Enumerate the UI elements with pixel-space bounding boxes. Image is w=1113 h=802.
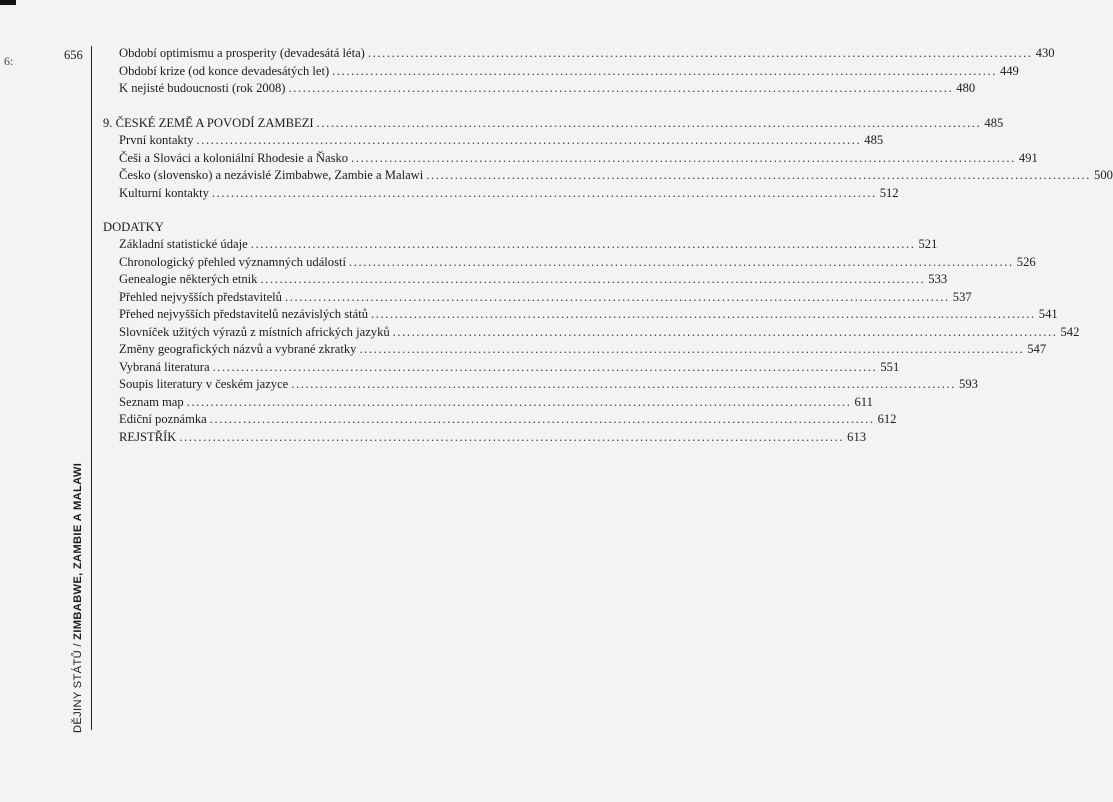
leader-dots: ............................................................................................................................................ — [351, 150, 1016, 165]
table-of-contents — [103, 46, 1113, 447]
toc-entry-page: 526 — [1016, 254, 1036, 269]
toc-entry-page: 611 — [854, 394, 873, 409]
toc-entry-page: 551 — [880, 359, 900, 374]
toc-entry-title: Češi a Slováci a koloniální Rhodesie a Ňasko — [119, 150, 349, 165]
toc-entry — [103, 342, 1047, 360]
leader-dots: ............................................................................................................................................ — [371, 307, 1036, 321]
toc-entry-title: Základní statistické údaje — [119, 237, 248, 251]
toc-entry-title: Přehled nejvyšších představitelů — [119, 289, 282, 304]
toc-entry-title: Vybraná literatura — [119, 359, 210, 374]
leader-dots: ............................................................................................................................................ — [209, 412, 875, 426]
toc-entry-title: Změny geografických názvů a vybrané zkratky — [119, 342, 357, 356]
toc-entry — [103, 429, 867, 448]
toc-entry — [103, 254, 1036, 273]
toc-entry-page: 430 — [1035, 46, 1055, 60]
toc-entry-title: Seznam map — [119, 394, 184, 409]
toc-entry-title: REJSTŘÍK — [119, 429, 177, 444]
toc-entry-title: Přehed nejvyšších představitelů nezávislých států — [119, 307, 369, 321]
series-title: DĚJINY STÁTŮ / — [72, 639, 84, 733]
toc-entry — [103, 324, 1080, 343]
toc-entry-page: 541 — [1038, 307, 1058, 321]
toc-entry-page: 521 — [918, 237, 938, 251]
toc-entry-title: K nejisté budoucnosti (rok 2008) — [119, 81, 286, 95]
toc-entry-title: Období optimismu a prosperity (devadesátá léta) — [119, 46, 365, 60]
leader-dots: ............................................................................................................................................ — [179, 429, 845, 444]
leader-dots: ............................................................................................................................................ — [288, 81, 954, 95]
toc-entry — [103, 272, 948, 290]
leader-dots: ............................................................................................................................................ — [426, 168, 1092, 182]
running-header-vertical — [72, 463, 84, 733]
toc-entry — [103, 394, 873, 413]
leader-dots: ............................................................................................................................................ — [392, 324, 1058, 339]
leader-dots: ............................................................................................................................................ — [284, 289, 950, 304]
toc-entry-title: Genealogie některých etnik — [119, 272, 258, 286]
toc-group-appendix — [103, 237, 1080, 447]
toc-entry-title: První kontakty — [119, 133, 194, 147]
toc-entry-page: 500 — [1094, 168, 1113, 182]
toc-entry — [103, 81, 976, 99]
appendix-heading: DODATKY — [103, 220, 164, 234]
toc-entry-page: 533 — [928, 272, 948, 286]
toc-entry — [103, 237, 938, 255]
toc-entry-title: Chronologický přehled významných událostí — [119, 254, 346, 269]
toc-group-continued — [103, 46, 1055, 99]
toc-entry-title: Kulturní kontakty — [119, 185, 209, 200]
toc-entry — [103, 289, 972, 308]
toc-entry-page: 593 — [959, 377, 978, 391]
toc-entry-page: 542 — [1060, 324, 1080, 339]
leader-dots: ............................................................................................................................................ — [359, 342, 1025, 356]
toc-entry — [103, 133, 884, 151]
leader-dots: ............................................................................................................................................ — [367, 46, 1033, 60]
leader-dots: ............................................................................................................................................ — [260, 272, 926, 286]
chapter-title: 9. ČESKÉ ZEMĚ A POVODÍ ZAMBEZI — [103, 115, 314, 130]
toc-entry-page: 612 — [877, 412, 897, 426]
leader-dots: ............................................................................................................................................ — [211, 185, 877, 200]
adjacent-page-fragment: 6: — [4, 54, 14, 68]
toc-entry — [103, 307, 1058, 325]
toc-entry-page: 491 — [1018, 150, 1038, 165]
toc-entry-page: 485 — [864, 133, 884, 147]
leader-dots: ............................................................................................................................................ — [316, 115, 982, 130]
leader-dots: ............................................................................................................................................ — [196, 133, 862, 147]
leader-dots: ............................................................................................................................................ — [250, 237, 916, 251]
toc-entry-page: 537 — [952, 289, 972, 304]
toc-entry-title: Slovníček užitých výrazů z místních afrických jazyků — [119, 324, 390, 339]
toc-entry — [103, 359, 900, 378]
margin-rule — [91, 46, 92, 730]
toc-entry — [103, 46, 1055, 64]
toc-entry-title: Období krize (od konce devadesátých let) — [119, 63, 330, 78]
toc-entry — [103, 150, 1038, 169]
toc-entry — [103, 377, 978, 395]
toc-entry — [103, 168, 1113, 186]
leader-dots: ............................................................................................................................................ — [332, 63, 997, 78]
toc-entry-page: 449 — [999, 63, 1019, 78]
toc-chapter-9 — [103, 115, 1004, 134]
toc-entry-page: 547 — [1027, 342, 1047, 356]
toc-group-chapter-9 — [103, 133, 1113, 203]
leader-dots: ............................................................................................................................................ — [291, 377, 957, 391]
leader-dots: ............................................................................................................................................ — [212, 359, 878, 374]
toc-entry-page: 480 — [956, 81, 976, 95]
toc-entry-page: 512 — [879, 185, 899, 200]
toc-entry — [103, 185, 899, 204]
toc-entry-title: Ediční poznámka — [119, 412, 207, 426]
toc-entry-title: Česko (slovensko) a nezávislé Zimbabwe, Zambie a Malawi — [119, 168, 424, 182]
toc-entry-page: 613 — [847, 429, 867, 444]
page-number: 656 — [64, 48, 83, 62]
toc-entry-title: Soupis literatury v českém jazyce — [119, 377, 289, 391]
book-title: ZIMBABWE, ZAMBIE A MALAWI — [72, 462, 84, 640]
toc-entry — [103, 412, 897, 430]
toc-entry — [103, 63, 1019, 82]
leader-dots: ............................................................................................................................................ — [349, 254, 1014, 269]
chapter-page: 485 — [984, 115, 1004, 130]
leader-dots: ............................................................................................................................................ — [186, 394, 852, 409]
scan-edge-mark — [0, 0, 16, 5]
